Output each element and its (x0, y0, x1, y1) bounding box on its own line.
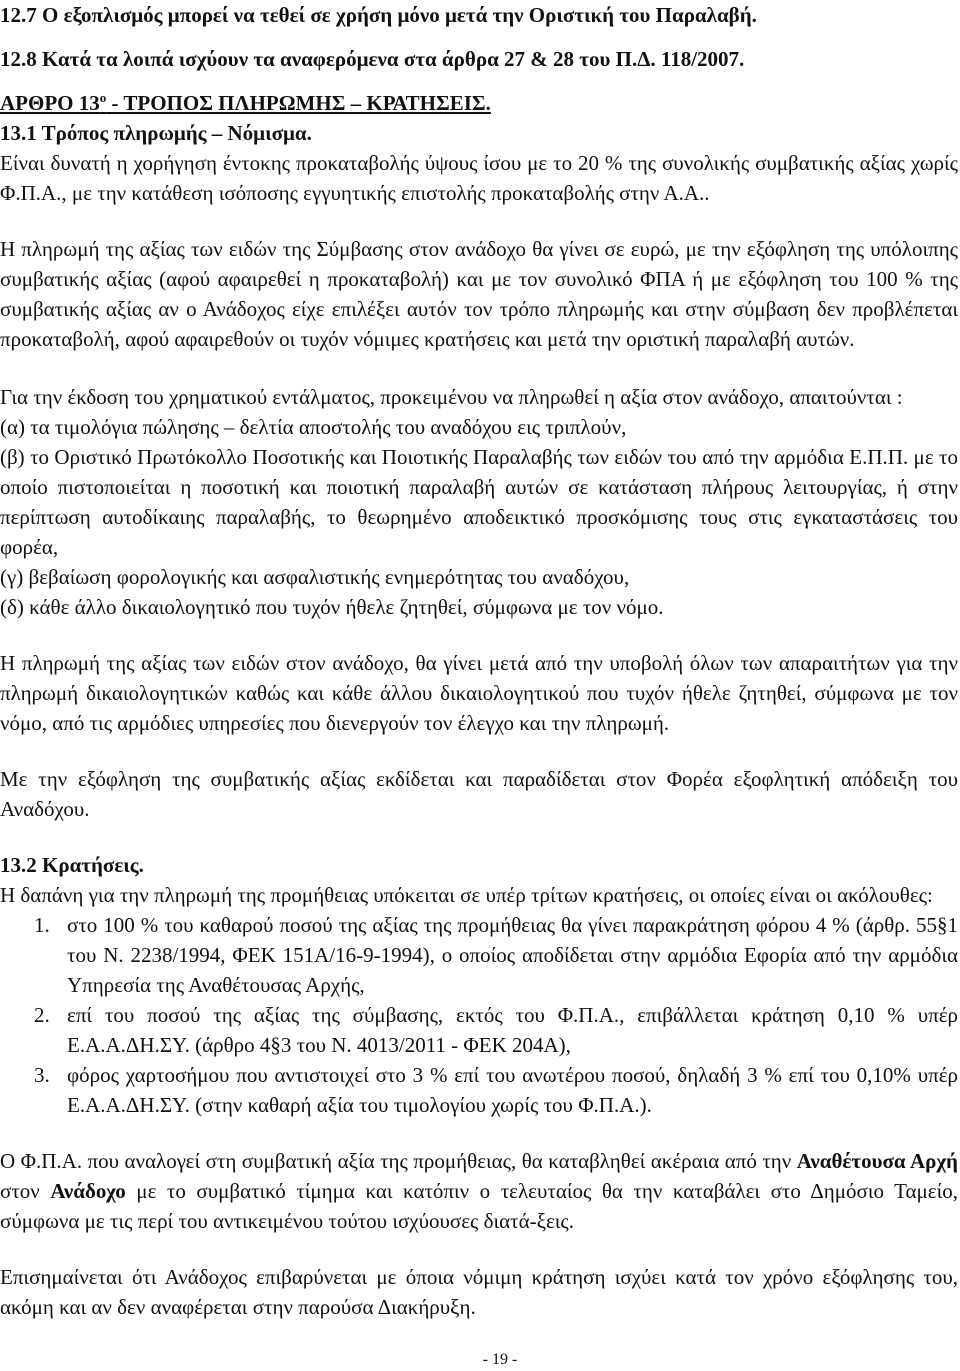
vat-text-2: στον (0, 1179, 51, 1203)
list-item-number: 1. (34, 913, 50, 937)
vat-text-1: Ο Φ.Π.Α. που αναλογεί στη συμβατική αξία της προμήθειας, θα καταβληθεί ακέραια από την (0, 1149, 797, 1173)
list-item-number: 3. (34, 1063, 50, 1087)
list-item-number: 2. (34, 1003, 50, 1027)
list-item-text: φόρος χαρτοσήμου που αντιστοιχεί στο 3 % επί του ανωτέρου ποσού, δηλαδή 3 % επί του 0,10% υπέρ Ε.Α.Α.ΔΗ.ΣΥ. (στην καθαρή αξία του τιμολογίου χωρίς του Φ.Π.Α.). (67, 1063, 958, 1117)
article-13-heading (0, 88, 958, 118)
paragraph-payment-terms: Η πληρωμή της αξίας των ειδών της Σύμβασης στον ανάδοχο θα γίνει σε ευρώ, με την εξόφληση της υπόλοιπης συμβατικής αξίας (αφού αφαιρεθεί η προκαταβολή) και με τον συνολικό ΦΠΑ ή με εξόφληση του 100 % της συμβατικής αξίας αν ο Ανάδοχος είχε επιλέξει αυτόν τον τρόπο πληρωμής και στην σύμβαση δεν προβλέπεται προκαταβολή, αφού αφαιρεθούν οι τυχόν νόμιμες κρατήσεις και μετά την οριστική παραλαβή αυτών. (0, 237, 958, 351)
page-number: - 19 - (482, 1351, 518, 1368)
vat-contractor: Ανάδοχο (50, 1179, 126, 1203)
deductions-list (0, 910, 958, 1120)
list-item-text: επί του ποσού της αξίας της σύμβασης, εκτός του Φ.Π.Α., επιβάλλεται κράτηση 0,10 % υπέρ Ε.Α.Α.ΔΗ.ΣΥ. (άρθρο 4§3 του Ν. 4013/2011 - ΦΕΚ 204Α), (67, 1003, 958, 1057)
clause-12-7: 12.7 Ο εξοπλισμός μπορεί να τεθεί σε χρήση μόνο μετά την Οριστική του Παραλαβή. (0, 3, 757, 27)
paragraph-payment-after-documents: Η πληρωμή της αξίας των ειδών στον ανάδοχο, θα γίνει μετά από την υποβολή όλων των απαραιτήτων για την πληρωμή δικαιολογητικών καθώς και κάθε άλλου δικαιολογητικού που τυχόν ήθελε ζητηθεί, σύμφωνα με τον νόμο, από τις αρμόδιες υπηρεσίες που διενεργούν τον έλεγχο και την πληρωμή. (0, 651, 958, 735)
clause-12-8: 12.8 Κατά τα λοιπά ισχύουν τα αναφερόμενα στα άρθρα 27 & 28 του Π.Δ. 118/2007. (0, 47, 745, 71)
paragraph-advance-payment: Είναι δυνατή η χορήγηση έντοκης προκαταβολής ύψους ίσου με το 20 % της συνολικής συμβατικής αξίας χωρίς Φ.Π.Α., με την κατάθεση ισόποσης εγγυητικής επιστολής προκαταβολής στην Α.Α.. (0, 151, 958, 205)
requirement-c: (γ) βεβαίωση φορολογικής και ασφαλιστικής ενημερότητας του αναδόχου, (0, 565, 630, 589)
list-item (0, 1000, 958, 1060)
section-13-1-heading: 13.1 Τρόπος πληρωμής – Νόμισμα. (0, 121, 312, 145)
paragraph-warrant-intro: Για την έκδοση του χρηματικού εντάλματος, προκειμένου να πληρωθεί η αξία στον ανάδοχο, απαιτούνται : (0, 385, 903, 409)
list-item (0, 910, 958, 1000)
list-item-text: στο 100 % του καθαρού ποσού της αξίας της προμήθειας θα γίνει παρακράτηση φόρου 4 % (άρθρ. 55§1 του Ν. 2238/1994, ΦΕΚ 151Α/16-9-1994), ο οποίος αποδίδεται στην αρμόδια Εφορία από την αρμόδια Υπηρεσία της Αναθέτουσας Αρχής, (67, 913, 958, 997)
list-item (0, 1060, 958, 1120)
paragraph-note: Επισημαίνεται ότι Ανάδοχος επιβαρύνεται με όποια νόμιμη κράτηση ισχύει κατά τον χρόνο εξόφλησης του, ακόμη και αν δεν αναφέρεται στην παρούσα Διακήρυξη. (0, 1265, 958, 1319)
article-13-suffix: - ΤΡΟΠΟΣ ΠΛΗΡΩΜΗΣ – ΚΡΑΤΗΣΕΙΣ. (106, 91, 491, 115)
paragraph-receipt: Με την εξόφληση της συμβατικής αξίας εκδίδεται και παραδίδεται στον Φορέα εξοφλητική απόδειξη του Αναδόχου. (0, 767, 958, 821)
article-13-prefix: ΑΡΘΡΟ 13 (0, 91, 100, 115)
requirement-b: (β) το Οριστικό Πρωτόκολλο Ποσοτικής και Ποιοτικής Παραλαβής των ειδών του από την αρμόδια Ε.Π.Π. με το οποίο πιστοποιείται η ποσοτική και ποιοτική παραλαβή αυτών σε κατάσταση πλήρους λειτουργίας, ή στην περίπτωση αυτοδίκαιης παραλαβής, το θεωρημένο αποδεικτικό προσκόμισης τους στις εγκαταστάσεις του φορέα, (0, 445, 958, 559)
requirement-d: (δ) κάθε άλλο δικαιολογητικό που τυχόν ήθελε ζητηθεί, σύμφωνα με τον νόμο. (0, 595, 664, 619)
paragraph-vat (0, 1146, 958, 1236)
vat-text-3: με το συμβατικό τίμημα και κατόπιν ο τελευταίος θα την καταβάλει στο Δημόσιο Ταμείο, σύμφωνα με τις περί του αντικειμένου τούτου ισχύουσες διατά-ξεις. (0, 1179, 958, 1233)
vat-contracting-authority: Αναθέτουσα Αρχή (796, 1149, 958, 1173)
paragraph-deductions-intro: Η δαπάνη για την πληρωμή της προμήθειας υπόκειται σε υπέρ τρίτων κρατήσεις, οι οποίες είναι οι ακόλουθες: (0, 883, 933, 907)
section-13-2-heading: 13.2 Κρατήσεις. (0, 853, 144, 877)
requirement-a: (α) τα τιμολόγια πώλησης – δελτία αποστολής του αναδόχου εις τριπλούν, (0, 415, 627, 439)
article-13-superscript: ο (99, 90, 107, 105)
